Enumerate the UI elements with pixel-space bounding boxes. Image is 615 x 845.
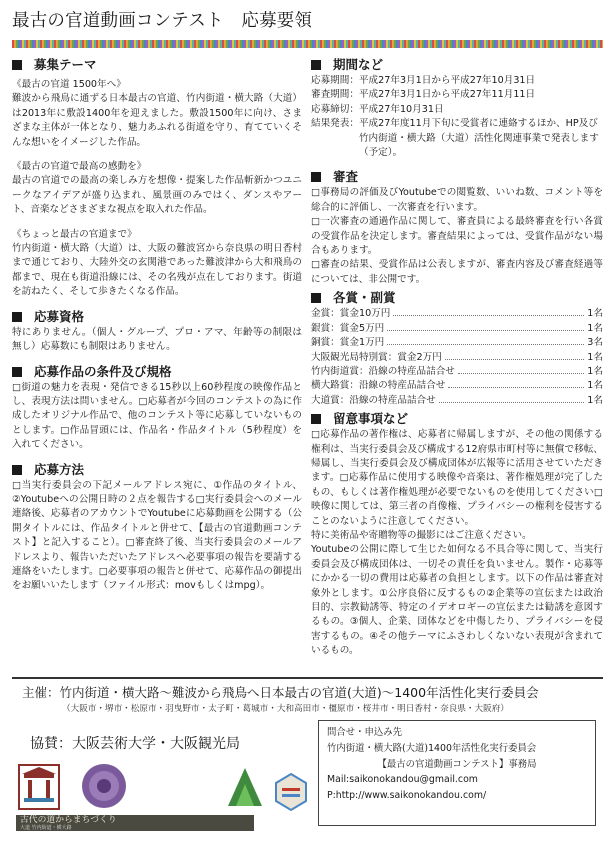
period-row: 応募締切： 平成27年10月31日 bbox=[311, 103, 444, 115]
theme-sub-3: 《ちょっと最古の官道まで》 竹内街道・横大路（大道）は、大阪の難波宮から奈良県の明日香村まで通じており、大陸外交の玄関港であった難波津から大和飛鳥の都まで、現在も街道沿線には、その名残が点在しております。街道を訪ねたく、そして歩きたくなる作品。 bbox=[12, 228, 302, 298]
square-bullet-icon bbox=[311, 414, 321, 424]
prize-row: 銅賞：賞金1万円 3名 bbox=[311, 337, 603, 349]
notes-para: □応募作品の著作権は、応募者に帰属しますが、その他の関係する権利は、当実行委員会及び構成する12府県市町村等に無償で移転、帰属し、当実行委員会及び構成団体が広報等に活用させていただきます。□応募作品に使用する映像や音楽は、著作権処理が完了したもの、もしくは著作権処理が必要でないものを使用してください□映像に関しては、第三者の肖像権、プライバシーの権利を侵害することのないように注意してください。 bbox=[311, 429, 603, 527]
method-body: □当実行委員会の下記メールアドレス宛に、①作品のタイトル、②Youtubeへの公開日時の２点を報告する□実行委員会へのメール連絡後、応募者のアカウントでYoutubeに応募動画を公開する（公開タイトルには、作品タイトルと併せて、【最古の官道動画コンテスト】と記入すること）。□審査終了後、当実行委員会のメールアドレスより、報告いただいたアドレスへ必要事項の報告を要請する連絡をいたします。□必要事項の報告と併せて、応募作品の御提出をお願いいたします（ファイル形式：movもしくはmpg）。 bbox=[12, 479, 302, 592]
cosponsor: 協賛：大阪芸術大学・大阪観光局 bbox=[30, 736, 240, 752]
theme-heading: 募集テーマ bbox=[12, 56, 302, 74]
square-bullet-icon bbox=[12, 465, 22, 475]
theme-sub-1: 《最古の官道 1500年へ》 難波から飛鳥に通ずる日本最古の官道、竹内街道・横大路（大道）は2013年に敷設1400年を迎えました。敷設1500年に向け、さまざまな主体が一体となり、魅力あふれる街道を守り、育てていくそんな想いをイメージした作品。 bbox=[12, 79, 302, 148]
qualification-heading: 応募資格 bbox=[12, 308, 302, 326]
page-title: 最古の官道動画コンテスト 応募要領 bbox=[12, 11, 313, 31]
theme-sub-2: 《最古の官道で最高の感動を》 最古の官道での最高の楽しみ方を想像・提案した作品斬新かつユニークなアイデアが盛り込まれ、風景画のみではく、ダンスやアート、音楽などさまざまな視点を取入れた作品。 bbox=[12, 161, 302, 216]
period-row: 応募期間： 平成27年3月1日から平成27年10月31日 bbox=[311, 75, 536, 86]
town-banner: 古代の道からまちづくり 大道 竹内街道・横大路 bbox=[16, 815, 254, 831]
circle-emblem-icon bbox=[80, 762, 128, 810]
period-row: 審査期間： 平成27年3月1日から平成27年11月11日 bbox=[311, 89, 536, 101]
footer-divider bbox=[12, 677, 603, 679]
period-heading: 期間など bbox=[311, 56, 603, 74]
period-row: 結果発表： 平成27年度11月下旬に受賞者に連絡するほか、HP及び竹内街道・横大路（大道）活性化関連事業で発表します（予定）。 bbox=[311, 118, 599, 159]
qualification-body: 特にありません。（個人・グループ、プロ・アマ、年齢等の制限は無し）応募数にも制限はありません。 bbox=[12, 326, 302, 353]
mountain-logo-icon bbox=[226, 762, 264, 810]
square-bullet-icon bbox=[12, 60, 22, 70]
contact-mail[interactable]: Mail:saikonokandou@gmail.com bbox=[327, 774, 478, 786]
method-heading: 応募方法 bbox=[12, 461, 302, 479]
square-bullet-icon bbox=[12, 367, 22, 377]
conditions-heading: 応募作品の条件及び規格 bbox=[12, 363, 302, 381]
prize-row: 大道賞：沿線の特産品詰合せ 1名 bbox=[311, 394, 603, 406]
review-heading: 審査 bbox=[311, 168, 603, 186]
review-para: □事務局の評価及びYoutubeでの閲覧数、いいね数、コメント等を総合的に評価し、一次審査を行います。 bbox=[311, 187, 603, 213]
prize-row: 金賞：賞金10万円 1名 bbox=[311, 308, 603, 320]
square-bullet-icon bbox=[311, 293, 321, 303]
contact-box bbox=[318, 720, 596, 826]
prize-row: 横大路賞：沿線の特産品詰合せ 1名 bbox=[311, 380, 603, 392]
review-para: □一次審査の通過作品に関して、審査員による最終審査を行い各賞の受賞作品を決定します。審査結果によっては、受賞作品がない場合もあります。 bbox=[311, 216, 603, 257]
square-bullet-icon bbox=[311, 172, 321, 182]
contact-heading: 問合せ・申込み先 bbox=[327, 727, 403, 738]
left-column bbox=[12, 54, 302, 594]
notes-heading: 留意事項など bbox=[311, 410, 603, 428]
right-column bbox=[311, 54, 603, 659]
notes-para: Youtubeの公開に際して生じた如何なる不具合等に関して、当実行委員会及び構成団体は、一切その責任を負いません。製作・応募等にかかる一切の費用は応募者の負担とします。以下の作品は審査対象外とします。①公序良俗に反するもの②企業等の宣伝または政治目的、宗教勧誘等、特定のイデオロギーの宣伝または勧誘を意図するもの。③個人、企業、団体などを中傷したり、プライバシーを侵害するもの。④その他テーマにふさわしくないない表現が含まれているもの。 bbox=[311, 544, 603, 657]
square-bullet-icon bbox=[311, 60, 321, 70]
hexagon-logo-icon bbox=[274, 772, 308, 812]
square-bullet-icon bbox=[12, 312, 22, 322]
review-para: □審査の結果、受賞作品は公表しますが、審査内容及び審査経過等については、非公開です。 bbox=[311, 259, 603, 285]
contact-committee: 竹内街道・横大路(大道)1400年活性化実行委員会 bbox=[327, 742, 537, 754]
contact-office: 【最古の官道動画コンテスト】事務局 bbox=[377, 758, 537, 770]
decorative-stripe bbox=[12, 40, 603, 48]
shrine-logo-icon bbox=[18, 764, 60, 810]
member-cities: （大阪市・堺市・松原市・羽曳野市・太子町・葛城市・大和高田市・橿原市・桜井市・明日香村・奈良県・大阪府） bbox=[62, 704, 509, 714]
contact-url[interactable]: P:http://www.saikonokandou.com/ bbox=[327, 790, 487, 802]
conditions-body: □街道の魅力を表現・発信できる15秒以上60秒程度の映像作品とし、表現方法は問いません。□応募者が今回のコンテストの為に作成したオリジナル作品で、他のコンテスト等に応募していないものとします。□作品冒頭には、作品名・作品タイトル（5秒程度）を入れてください。 bbox=[12, 381, 302, 451]
prize-row: 大阪観光局特別賞：賞金2万円 1名 bbox=[311, 351, 603, 363]
prize-row: 竹内街道賞：沿線の特産品詰合せ 1名 bbox=[311, 365, 603, 377]
prizes-heading: 各賞・副賞 bbox=[311, 289, 603, 307]
notes-para: 特に美術品や寄贈物等の撮影にはご注意ください。 bbox=[311, 529, 532, 541]
organizer: 主催：竹内街道・横大路～難波から飛鳥へ日本最古の官道(大道)～1400年活性化実行委員会 bbox=[22, 685, 539, 700]
prize-row: 銀賞：賞金5万円 1名 bbox=[311, 322, 603, 334]
